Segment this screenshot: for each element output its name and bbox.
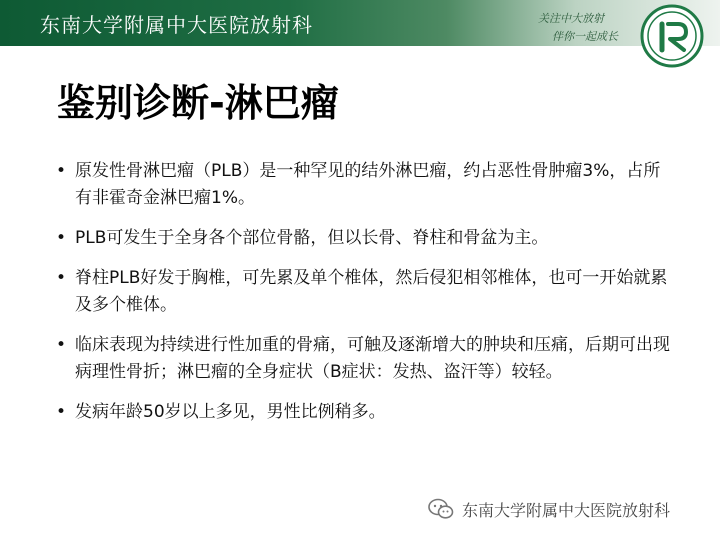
list-item (54, 158, 674, 212)
list-item (54, 332, 674, 386)
bullet-text: 原发性骨淋巴瘤（PLB）是一种罕见的结外淋巴瘤，约占恶性骨肿瘤3%，占所有非霍奇金淋巴瘤1%。 (75, 161, 661, 208)
footer-text: 东南大学附属中大医院放射科 (462, 500, 671, 520)
slide-title: 鉴别诊断-淋巴瘤 (57, 81, 339, 125)
hospital-logo-icon (640, 4, 704, 68)
slogan-line-2: 伴你一起成长 (552, 30, 618, 43)
bullet-marker: • (56, 161, 67, 181)
bullet-marker: • (56, 268, 67, 288)
list-item (54, 399, 674, 426)
bullet-text: PLB可发生于全身各个部位骨骼，但以长骨、脊柱和骨盆为主。 (75, 228, 549, 248)
list-item (54, 225, 674, 252)
bullet-text: 脊柱PLB好发于胸椎，可先累及单个椎体，然后侵犯相邻椎体，也可一开始就累及多个椎体。 (75, 268, 668, 315)
bullet-list (54, 158, 674, 439)
bullet-marker: • (56, 228, 67, 248)
bullet-marker: • (56, 335, 67, 355)
wechat-icon (428, 498, 454, 520)
slogan-line-1: 关注中大放射 (538, 12, 604, 25)
footer-watermark (428, 497, 670, 521)
bullet-marker: • (56, 402, 67, 422)
bullet-text: 临床表现为持续进行性加重的骨痛，可触及逐渐增大的肿块和压痛，后期可出现病理性骨折；淋巴瘤的全身症状（B症状：发热、盗汗等）较轻。 (75, 335, 670, 382)
department-title: 东南大学附属中大医院放射科 (40, 13, 313, 37)
bullet-text: 发病年龄50岁以上多见，男性比例稍多。 (75, 402, 386, 422)
list-item (54, 265, 674, 319)
